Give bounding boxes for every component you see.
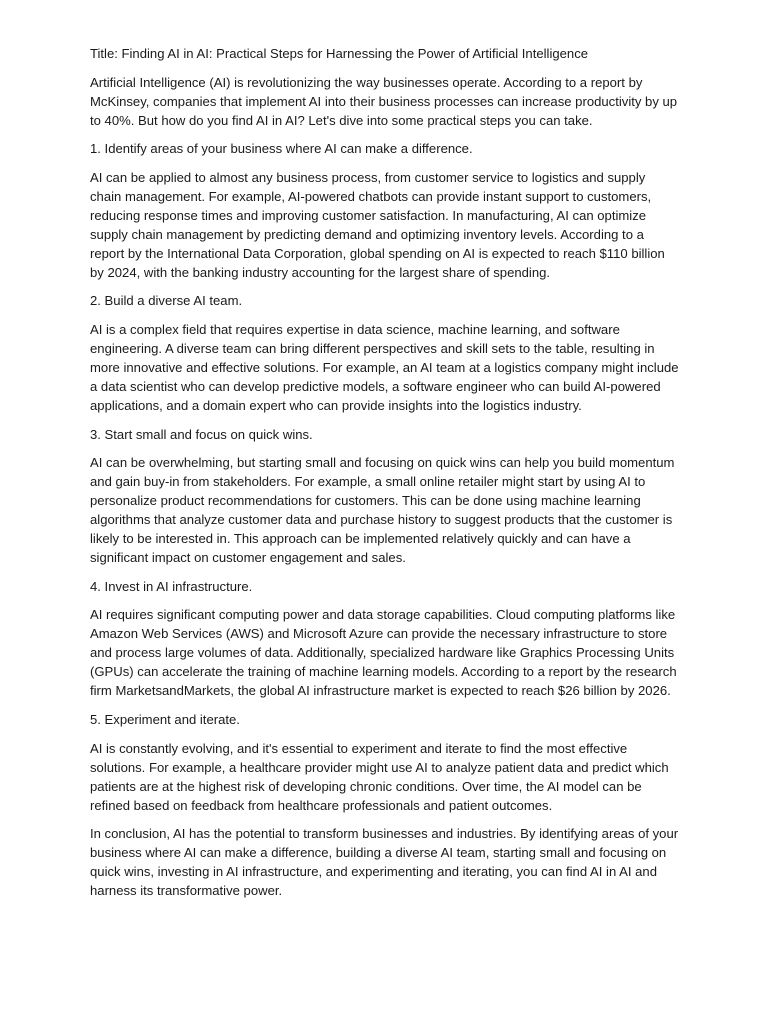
- section-heading-3: 3. Start small and focus on quick wins.: [90, 426, 313, 442]
- section-body-2: AI is a complex field that requires expertise in data science, machine learning, and software engineering. A diverse team can bring different perspectives and skill sets to the table, resulting in more innovative and effective solutions. For example, an AI team at a logistics company might include a data scientist who can develop predictive models, a software engineer who can build AI-powered applications, and a domain expert who can provide insights into the logistics industry.: [90, 321, 679, 413]
- section-heading-5: 5. Experiment and iterate.: [90, 711, 240, 727]
- section-heading-4: 4. Invest in AI infrastructure.: [90, 578, 253, 594]
- section-heading-2: 2. Build a diverse AI team.: [90, 293, 243, 309]
- document-title: Title: Finding AI in AI: Practical Steps for Harnessing the Power of Artificial Intelligence: [90, 46, 589, 61]
- section-body-5: AI is constantly evolving, and it's essential to experiment and iterate to find the most effective solutions. For example, a healthcare provider might use AI to analyze patient data and predict which patients are at the highest risk of developing chronic conditions. Over time, the AI model can be refined based on feedback from healthcare professionals and patient outcomes.: [90, 740, 669, 813]
- intro-paragraph: Artificial Intelligence (AI) is revolutionizing the way businesses operate. According to a report by McKinsey, companies that implement AI into their business processes can increase productivity by up to 40%. But how do you find AI in AI? Let's dive into some practical steps you can take.: [90, 74, 678, 128]
- document-page: [90, 44, 680, 910]
- section-heading-1: 1. Identify areas of your business where AI can make a difference.: [90, 141, 473, 157]
- section-body-4: AI requires significant computing power and data storage capabilities. Cloud computing platforms like Amazon Web Services (AWS) and Microsoft Azure can provide the necessary infrastructure to store and process large volumes of data. Additionally, specialized hardware like Graphics Processing Units (GPUs) can accelerate the training of machine learning models. According to a report by the research firm MarketsandMarkets, the global AI infrastructure market is expected to reach $26 billion by 2026.: [90, 607, 677, 699]
- section-body-1: AI can be applied to almost any business process, from customer service to logistics and supply chain management. For example, AI-powered chatbots can provide instant support to customers, reducing response times and improving customer satisfaction. In manufacturing, AI can optimize supply chain management by predicting demand and optimizing inventory levels. According to a report by the International Data Corporation, global spending on AI is expected to reach $110 billion by 2024, with the banking industry accounting for the largest share of spending.: [90, 169, 665, 280]
- section-body-3: AI can be overwhelming, but starting small and focusing on quick wins can help you build momentum and gain buy-in from stakeholders. For example, a small online retailer might start by using AI to personalize product recommendations for customers. This can be done using machine learning algorithms that analyze customer data and purchase history to suggest products that the customer is likely to be interested in. This approach can be implemented relatively quickly and can have a significant impact on customer engagement and sales.: [90, 455, 675, 566]
- conclusion-paragraph: In conclusion, AI has the potential to transform businesses and industries. By identifying areas of your business where AI can make a difference, building a diverse AI team, starting small and focusing on quick wins, investing in AI infrastructure, and experimenting and iterating, you can find AI in AI and harness its transformative power.: [90, 826, 679, 899]
